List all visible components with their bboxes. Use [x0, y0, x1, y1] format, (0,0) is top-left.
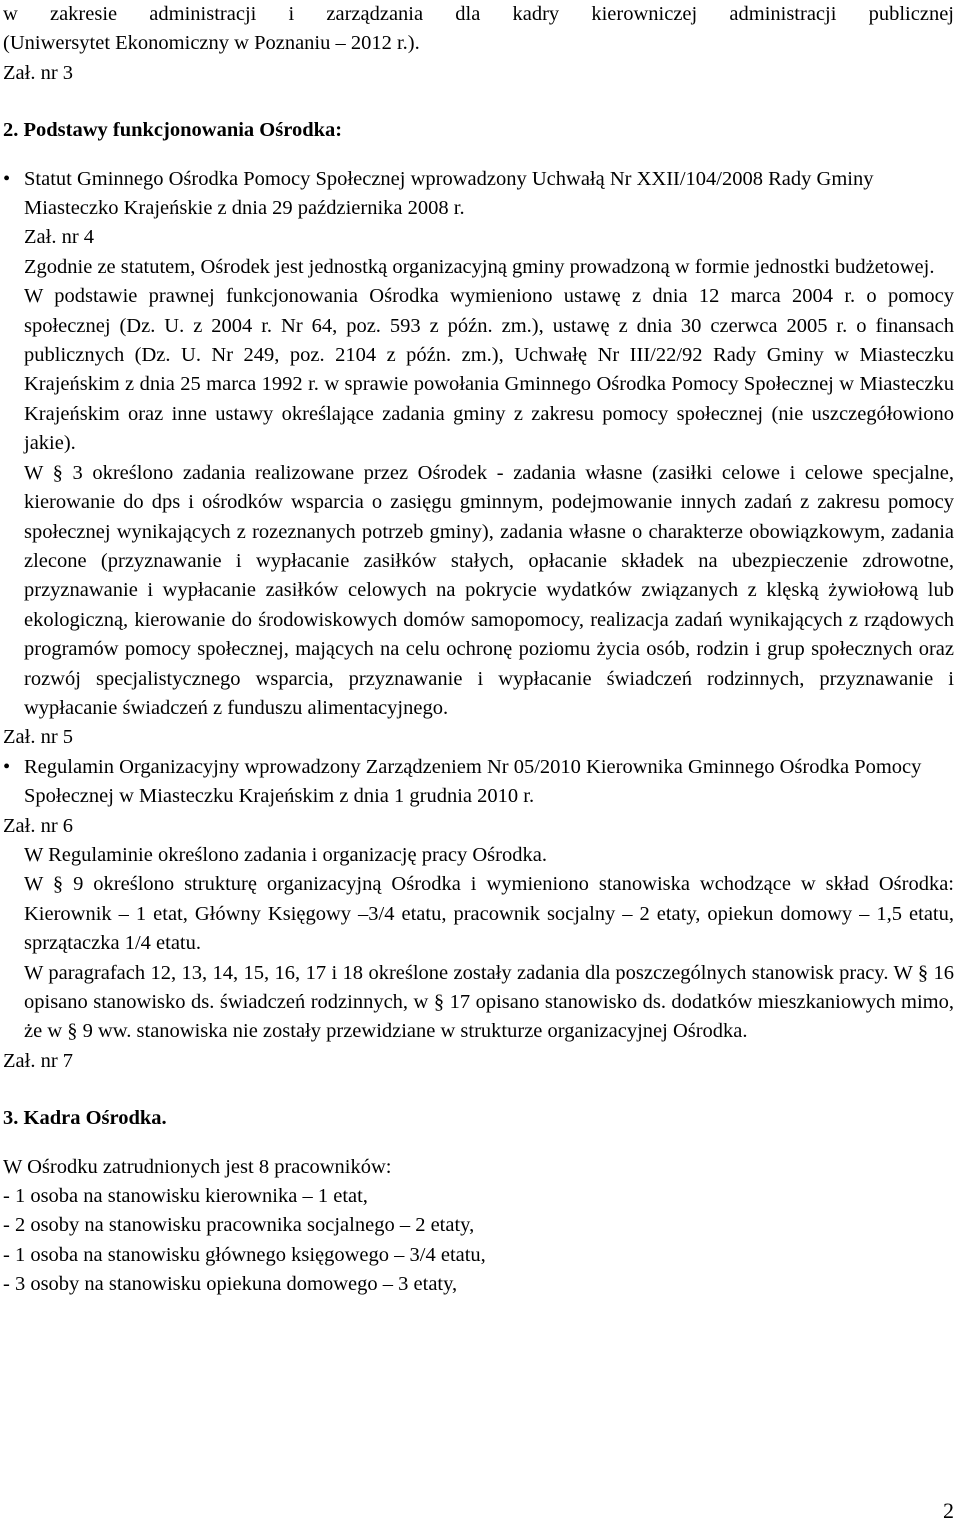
intro-line-2: (Uniwersytet Ekonomiczny w Poznaniu – 2012 r.). [3, 32, 420, 55]
staff-list [3, 1182, 954, 1300]
staff-list-item: - 2 osoby na stanowisku pracownika socjalnego – 2 etaty, [3, 1214, 475, 1237]
legal-basis-body: W podstawie prawnej funkcjonowania Ośrodka wymieniono ustawę z dnia 12 marca 2004 r. o pomocy społecznej (Dz. U. z 2004 r. Nr 64, poz. 593 z późn. zm.), ustawę z dnia 30 czerwca 2005 r. o finansach publicznych (Dz. U. Nr 249, poz. 2104 z późn. zm.), Uchwałę Nr III/22/92 Rady Gminy w Miasteczku Krajeńskim z dnia 25 marca 1992 r. w sprawie powołania Gminnego Ośrodka Pomocy Społecznej w Miasteczku Krajeńskim oraz inne ustawy określające zadania gminy z zakresu pomocy społecznej (nie uszczegółowiono jakie). [24, 285, 954, 455]
tasks-body: W § 3 określono zadania realizowane przez Ośrodek - zadania własne (zasiłki celowe i celowe specjalne, kierowanie do dps i ośrodków wsparcia o zasięgu gminnym, podejmowanie innych zadań z zakresu pomocy społecznej wynikających z rozeznanych potrzeb gminy), zadania własne o charakterze obowiązkowym, zadania zlecone (przyznawanie i wypłacanie zasiłków stałych, opłacanie składek na ubezpieczenie zdrowotne, przyznawanie i wypłacanie zasiłków celowych na pokrycie wydatków związanych z klęską żywiołową lub ekologiczną, kierowanie do środowiskowych domów samopomocy, realizacja zadań wynikających z rządowych programów pomocy społecznej, mających na celu ochronę poziomu życia osób, rodzin i grup społecznych oraz rozwój specjalistycznego wsparcia, przyznawanie i wypłacanie świadczeń rodzinnych, przyznawanie i wypłacanie świadczeń z funduszu alimentacyjnego. [24, 461, 954, 719]
page-number: 2 [943, 1498, 954, 1523]
bullet-icon: • [3, 755, 11, 778]
section-3-heading: 3. Kadra Ośrodka. [3, 1107, 167, 1130]
regulamin-paragraph-2: W § 9 określono strukturę organizacyjną Ośrodka i wymieniono stanowiska wchodzące w skład Ośrodka: Kierownik – 1 etat, Główny Księgowy –3/4 etatu, pracownik socjalny – 2 etaty, opiekun domowy – 1,5 etatu, sprzątaczka 1/4 etatu. [24, 873, 954, 955]
bullet-icon: • [3, 167, 11, 190]
attachment-ref-4: Zał. nr 4 [24, 226, 95, 249]
staff-list-item: - 1 osoba na stanowisku kierownika – 1 etat, [3, 1185, 368, 1208]
section-2-heading: 2. Podstawy funkcjonowania Ośrodka: [3, 119, 343, 142]
staff-list-item: - 1 osoba na stanowisku głównego księgowego – 3/4 etatu, [3, 1243, 486, 1266]
bullet-statut [3, 165, 954, 224]
bullet-regulamin [3, 753, 954, 812]
document-page [3, 0, 954, 1300]
attachment-ref-7: Zał. nr 7 [3, 1049, 74, 1072]
intro-line-1: w zakresie administracji i zarządzania dla kadry kierowniczej administracji publicznej [3, 3, 954, 25]
attachment-ref-6: Zał. nr 6 [3, 814, 74, 837]
statut-text: Statut Gminnego Ośrodka Pomocy Społecznej wprowadzony Uchwałą Nr XXII/104/2008 Rady Gminy Miasteczko Krajeńskie z dnia 29 października 2008 r. [24, 167, 874, 220]
attachment-ref-5: Zał. nr 5 [3, 726, 74, 749]
attachment-ref-3: Zał. nr 3 [3, 61, 74, 84]
regulamin-paragraph-3: W paragrafach 12, 13, 14, 15, 16, 17 i 18 określone zostały zadania dla poszczególnych stanowisk pracy. W § 16 opisano stanowisko ds. świadczeń rodzinnych, w § 17 opisano stanowisko ds. dodatków mieszkaniowych mimo, że w § 9 ww. stanowiska nie zostały przewidziane w strukturze organizacyjnej Ośrodka. [24, 961, 954, 1043]
regulamin-paragraph-1: W Regulaminie określono zadania i organizację pracy Ośrodka. [24, 843, 547, 866]
staff-intro: W Ośrodku zatrudnionych jest 8 pracowników: [3, 1155, 392, 1178]
statut-body: Zgodnie ze statutem, Ośrodek jest jednostką organizacyjną gminy prowadzoną w formie jednostki budżetowej. [24, 255, 935, 278]
regulamin-text: Regulamin Organizacyjny wprowadzony Zarządzeniem Nr 05/2010 Kierownika Gminnego Ośrodka Pomocy Społecznej w Miasteczku Krajeńskim z dnia 1 grudnia 2010 r. [24, 755, 922, 808]
staff-list-item: - 3 osoby na stanowisku opiekuna domowego – 3 etaty, [3, 1273, 458, 1296]
